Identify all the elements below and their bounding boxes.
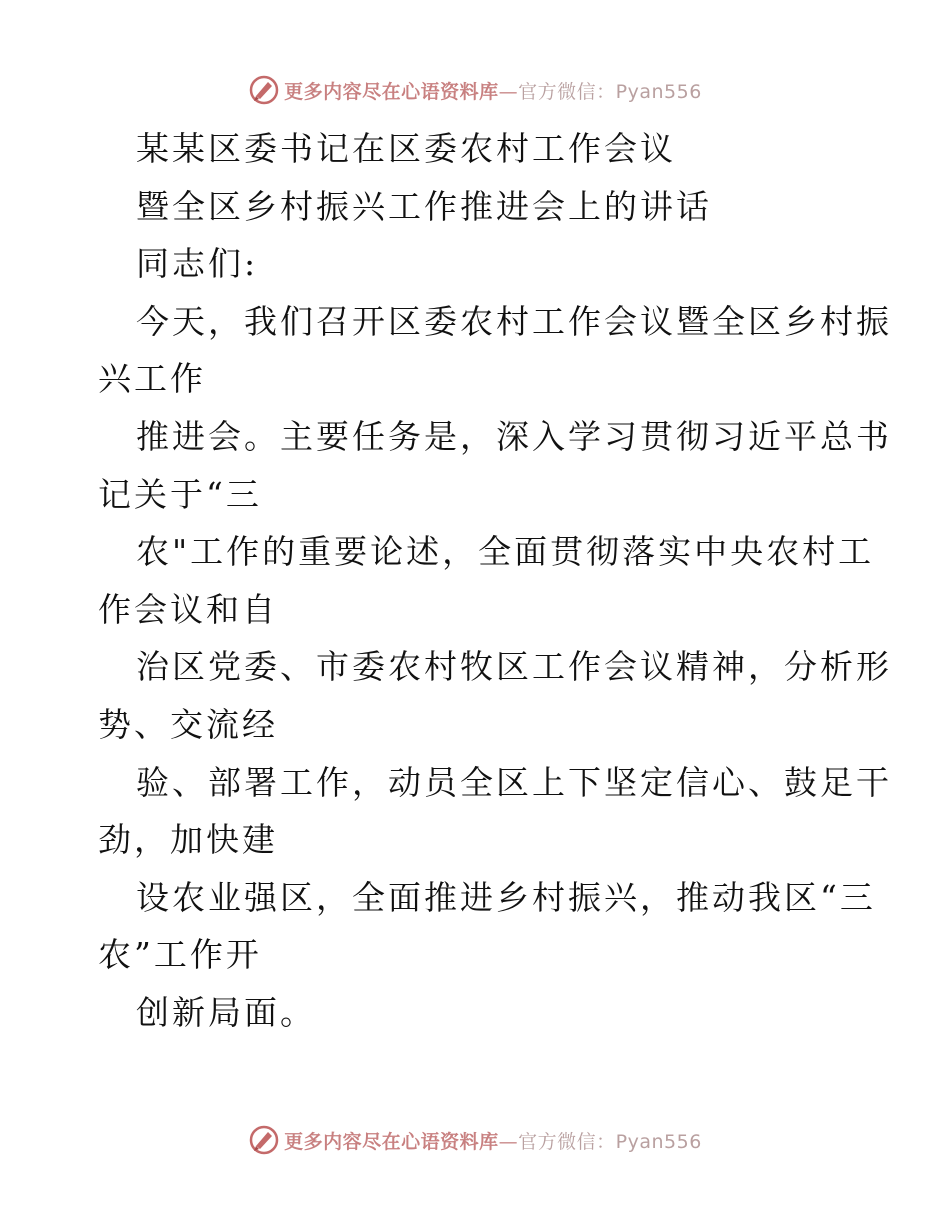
document-body — [98, 120, 892, 1042]
watermark-dash: — — [498, 1130, 519, 1153]
watermark-account-text: 官方微信：Pyan556 — [518, 1130, 702, 1153]
paragraph-line: 作会议和自 — [98, 589, 278, 629]
paragraph-line: 农”工作开 — [98, 935, 262, 975]
watermark-banner-bottom — [0, 1120, 950, 1160]
paragraph-line: 今天，我们召开区委农村工作会议暨全区乡村振 — [136, 301, 892, 341]
watermark-library-text: 更多内容尽在心语资料库 — [284, 80, 499, 103]
title-line-1: 某某区委书记在区委农村工作会议 — [136, 129, 676, 168]
paragraph-line: 农"工作的重要论述，全面贯彻落实中央农村工 — [136, 532, 875, 572]
paragraph-line: 创新局面。 — [136, 992, 316, 1032]
paragraph-line: 推进会。主要任务是，深入学习贯彻习近平总书 — [136, 416, 892, 456]
pen-logo-icon — [248, 1124, 280, 1156]
paragraph-line: 劲，加快建 — [98, 820, 278, 860]
paragraph-line: 验、部署工作，动员全区上下坚定信心、鼓足干 — [136, 762, 892, 802]
pen-logo-icon — [248, 74, 280, 106]
watermark-text — [284, 77, 702, 104]
watermark-dash: — — [498, 80, 519, 103]
paragraph-line: 设农业强区，全面推进乡村振兴，推动我区“三 — [136, 877, 876, 917]
paragraph-line: 治区党委、市委农村牧区工作会议精神，分析形 — [136, 647, 892, 687]
paragraph-line: 势、交流经 — [98, 704, 278, 744]
paragraph-line: 记关于“三 — [98, 474, 262, 514]
paragraph-line: 兴工作 — [98, 359, 206, 399]
salutation: 同志们: — [136, 244, 259, 284]
title-line-2: 暨全区乡村振兴工作推进会上的讲话 — [136, 186, 712, 226]
watermark-library-text: 更多内容尽在心语资料库 — [284, 1130, 499, 1153]
watermark-banner-top — [0, 70, 950, 110]
watermark-account-text: 官方微信：Pyan556 — [518, 80, 702, 103]
watermark-text — [284, 1127, 702, 1154]
